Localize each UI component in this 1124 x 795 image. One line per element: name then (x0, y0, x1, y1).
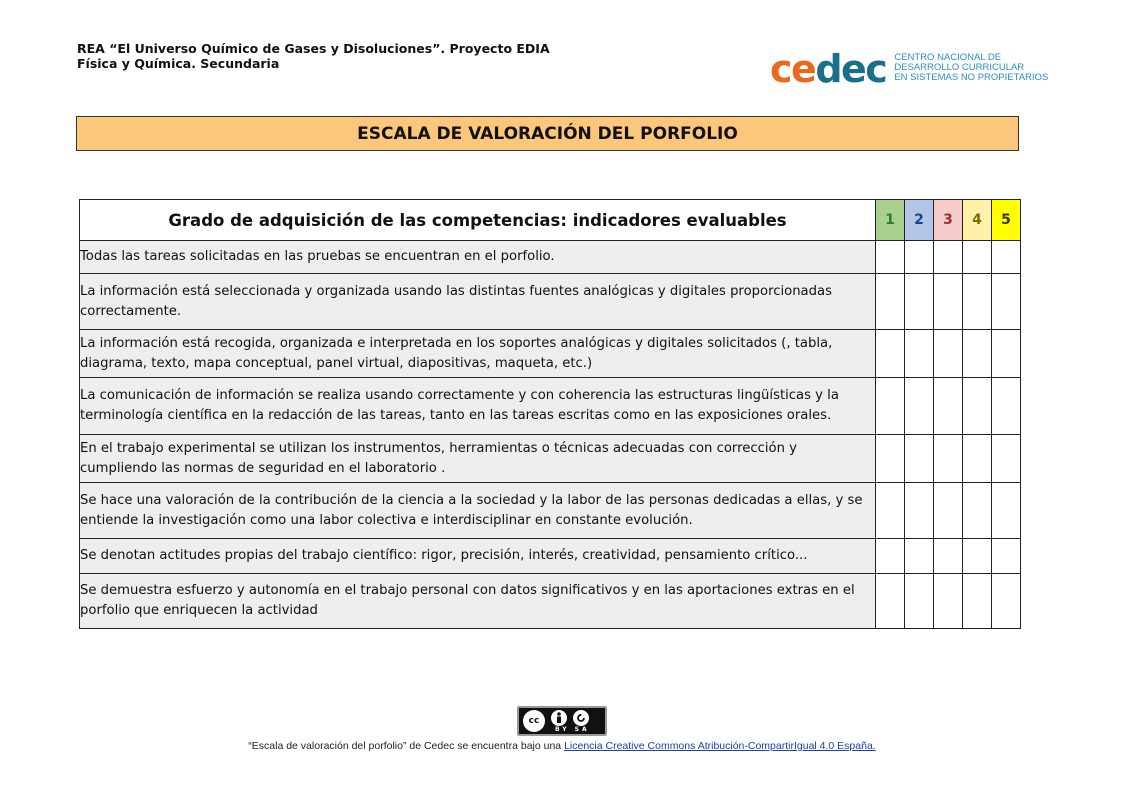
score-cell[interactable] (963, 574, 992, 629)
table-heading: Grado de adquisición de las competencias: indicadores evaluables (80, 200, 876, 241)
score-cell[interactable] (992, 378, 1021, 435)
logo-subtitle-line-1: CENTRO NACIONAL DE (894, 52, 1002, 63)
score-cell[interactable] (876, 274, 905, 330)
logo-word-part-2: dec (815, 47, 887, 91)
score-cell[interactable] (876, 435, 905, 483)
score-cell[interactable] (876, 539, 905, 574)
score-cell[interactable] (905, 378, 934, 435)
score-cell[interactable] (934, 539, 963, 574)
score-cell[interactable] (963, 330, 992, 378)
table-header-row (80, 200, 1021, 241)
license-caption-text: “Escala de valoración del porfolio” de Cedec se encuentra bajo una (248, 740, 565, 752)
indicator-text: Se hace una valoración de la contribución de la ciencia a la sociedad y la labor de las personas dedicadas a ellas, y se entiende la investigación como una labor colectiva e interdisciplinar en constante evolución. (80, 483, 876, 539)
score-cell[interactable] (934, 435, 963, 483)
license-footer (0, 706, 1124, 752)
table-row (80, 330, 1021, 378)
person-icon (554, 712, 564, 724)
table-row (80, 574, 1021, 629)
score-cell[interactable] (992, 435, 1021, 483)
score-cell[interactable] (963, 539, 992, 574)
level-3-header: 3 (934, 200, 963, 241)
score-cell[interactable] (905, 574, 934, 629)
score-cell[interactable] (963, 274, 992, 330)
score-cell[interactable] (934, 574, 963, 629)
level-2-header: 2 (905, 200, 934, 241)
logo-word-part-1: ce (770, 47, 816, 91)
table-row (80, 274, 1021, 330)
score-cell[interactable] (876, 483, 905, 539)
score-cell[interactable] (905, 330, 934, 378)
score-cell[interactable] (934, 274, 963, 330)
logo-wordmark (770, 47, 887, 91)
score-cell[interactable] (992, 274, 1021, 330)
score-cell[interactable] (876, 330, 905, 378)
score-cell[interactable] (905, 483, 934, 539)
logo-subtitle-line-3: EN SISTEMAS NO PROPIETARIOS (894, 72, 1049, 83)
score-cell[interactable] (963, 483, 992, 539)
indicator-text: Se denotan actitudes propias del trabajo científico: rigor, precisión, interés, creatividad, pensamiento crítico... (80, 539, 876, 574)
header-line-2: Física y Química. Secundaria (77, 56, 280, 71)
indicator-text: Todas las tareas solicitadas en las pruebas se encuentran en el porfolio. (80, 241, 876, 274)
indicator-text: En el trabajo experimental se utilizan los instrumentos, herramientas o técnicas adecuadas con corrección y cumpliendo las normas de seguridad en el laboratorio . (80, 435, 876, 483)
score-cell[interactable] (934, 330, 963, 378)
cc-badge-tags: BY SA (555, 726, 590, 733)
table-row (80, 241, 1021, 274)
score-cell[interactable] (934, 378, 963, 435)
score-cell[interactable] (963, 435, 992, 483)
page-title: ESCALA DE VALORACIÓN DEL PORFOLIO (76, 116, 1019, 151)
share-alike-icon (573, 710, 589, 726)
logo-subtitle-line-2: DESARROLLO CURRICULAR (894, 62, 1025, 73)
score-cell[interactable] (876, 378, 905, 435)
indicator-text: La información está recogida, organizada e interpretada en los soportes analógicas y digitales solicitados (, tabla, diagrama, texto, mapa conceptual, panel virtual, diapositivas, maqueta, etc.) (80, 330, 876, 378)
level-1-header: 1 (876, 200, 905, 241)
indicator-text: La comunicación de información se realiza usando correctamente y con coherencia las estructuras lingüísticas y la terminología científica en la redacción de las tareas, tanto en las tareas escritas como en las exposiciones orales. (80, 378, 876, 435)
assessment-table (79, 199, 1021, 629)
indicator-text: Se demuestra esfuerzo y autonomía en el trabajo personal con datos significativos y en las aportaciones extras en el porfolio que enriquecen la actividad (80, 574, 876, 629)
license-link[interactable]: Licencia Creative Commons Atribución-CompartirIgual 4.0 España. (564, 740, 876, 752)
indicator-text: La información está seleccionada y organizada usando las distintas fuentes analógicas y digitales proporcionadas correctamente. (80, 274, 876, 330)
level-4-header: 4 (963, 200, 992, 241)
license-caption (0, 740, 1124, 752)
attribution-icon (551, 710, 567, 726)
table-row (80, 483, 1021, 539)
score-cell[interactable] (992, 330, 1021, 378)
score-cell[interactable] (934, 241, 963, 274)
score-cell[interactable] (992, 241, 1021, 274)
share-alike-glyph (575, 712, 587, 724)
logo-subtitle (894, 53, 1048, 86)
table-row (80, 435, 1021, 483)
score-cell[interactable] (876, 241, 905, 274)
score-cell[interactable] (963, 378, 992, 435)
score-cell[interactable] (934, 483, 963, 539)
table-row (80, 539, 1021, 574)
score-cell[interactable] (905, 435, 934, 483)
cedec-logo (770, 46, 1049, 91)
score-cell[interactable] (905, 241, 934, 274)
score-cell[interactable] (905, 274, 934, 330)
header-line-1: REA “El Universo Químico de Gases y Disoluciones”. Proyecto EDIA (77, 41, 550, 56)
document-header (77, 41, 550, 71)
level-5-header: 5 (992, 200, 1021, 241)
score-cell[interactable] (992, 539, 1021, 574)
score-cell[interactable] (963, 241, 992, 274)
table-row (80, 378, 1021, 435)
cc-by-sa-badge[interactable] (517, 706, 607, 736)
score-cell[interactable] (992, 574, 1021, 629)
score-cell[interactable] (876, 574, 905, 629)
score-cell[interactable] (905, 539, 934, 574)
cc-icon: cc (523, 710, 545, 732)
score-cell[interactable] (992, 483, 1021, 539)
